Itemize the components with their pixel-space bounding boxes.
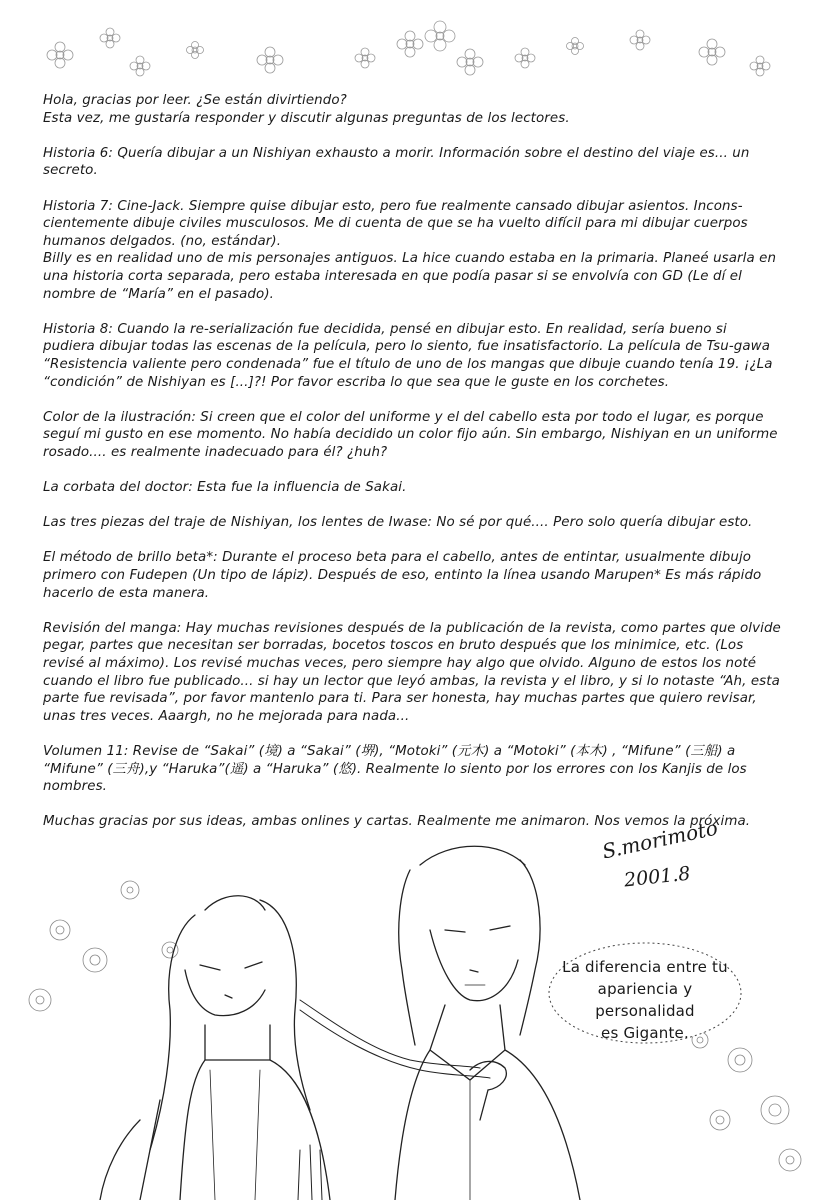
- paragraph-closing: Muchas gracias por sus ideas, ambas onlines y cartas. Realmente me animaron. Nos vemos la próxima.: [43, 814, 751, 830]
- author-signature: [596, 815, 796, 906]
- speech-bubble-text: [555, 956, 735, 1044]
- paragraph-corbata: La corbata del doctor: Esta fue la influencia de Sakai.: [43, 480, 407, 496]
- paragraph-greeting: Hola, gracias por leer. ¿Se están divirtiendo? Esta vez, me gustaría responder y discutir algunas preguntas de los lectores.: [43, 93, 570, 126]
- flower-decoration-top: [0, 0, 822, 90]
- paragraph-color: Color de la ilustración: Si creen que el color del uniforme y el del cabello esta por todo el lugar, es porque seguí mi gusto en ese momento. No había decidido un color fijo aún. Sin embargo, Nishiyan en un uniforme rosado.... es realmente inadecuado para él? ¿huh?: [43, 409, 778, 460]
- paragraph-historia-8: Historia 8: Cuando la re-serialización fue decidida, pensé en dibujar esto. En realidad, sería bueno si pudiera dibujar todas las escenas de la película, pero lo siento, fue insatisfactorio. La película de Tsu-gawa “Resistencia valiente pero condenada” fue el título de uno de los mangas que dibuje cuando tenía 19. ¡¿La “condición” de Nishiyan es [...]?! Por favor escriba lo que sea que le guste en los corchetes.: [43, 321, 773, 390]
- paragraph-revision: Revisión del manga: Hay muchas revisiones después de la publicación de la revista, como partes que olvide pegar, partes que necesitan ser borradas, bocetos toscos en bruto después que los minimice, etc. (Los revisé al máximo). Los revisé muchas veces, pero siempre hay algo que olvido. Alguno de estos los noté cuando el libro fue publicado... si hay un lector que leyó ambas, la revista y el libro, y si lo notaste “Ah, esta parte fue revisada”, por favor mantenlo para ti. Para ser honesta, hay muchas partes que quiero revisar, unas tres veces. Aaargh, no he mejorada para nada...: [43, 620, 781, 724]
- paragraph-historia-7: Historia 7: Cine-Jack. Siempre quise dibujar esto, pero fue realmente cansado dibujar asientos. Incons-cientemente dibuje civiles musculosos. Me di cuenta de que se ha vuelto difícil para mi dibujar cuerpos humanos delgados. (no, estándar). Billy es en realidad uno de mis personajes antiguos. La hice cuando estaba en la primaria. Planeé usarla en una historia corta separada, pero estaba interesada en que podía pasar si se envolvía con GD (Le dí el nombre de “María” en el pasado).: [43, 198, 777, 302]
- signature-name: S.morimoto: [600, 815, 720, 864]
- bubble-line: es Gigante.: [601, 1024, 689, 1042]
- bubble-line: La diferencia entre tu: [562, 958, 728, 976]
- afterword-text: [43, 92, 783, 849]
- paragraph-traje: Las tres piezas del traje de Nishiyan, los lentes de Iwase: No sé por qué.... Pero solo quería dibujar esto.: [43, 515, 753, 531]
- paragraph-historia-6: Historia 6: Quería dibujar a un Nishiyan exhausto a morir. Información sobre el destino del viaje es... un secreto.: [43, 145, 750, 179]
- paragraph-brillo-beta: El método de brillo beta*: Durante el proceso beta para el cabello, antes de entintar, usualmente dibujo primero con Fudepen (Un tipo de lápiz). Después de eso, entinto la línea usando Marupen* Es más rápido hacerlo de esta manera.: [43, 550, 762, 601]
- paragraph-volumen-11: Volumen 11: Revise de “Sakai” (境) a “Sakai” (堺), “Motoki” (元木) a “Motoki” (本木) , “Mifune” (三船) a “Mifune” (三舟),y “Haruka”(遥) a “Haruka” (悠). Realmente lo siento por los errores con los Kanjis de los nombres.: [43, 743, 747, 795]
- signature-date: 2001.8: [623, 862, 692, 892]
- bubble-line: apariencia y personalidad: [595, 980, 695, 1020]
